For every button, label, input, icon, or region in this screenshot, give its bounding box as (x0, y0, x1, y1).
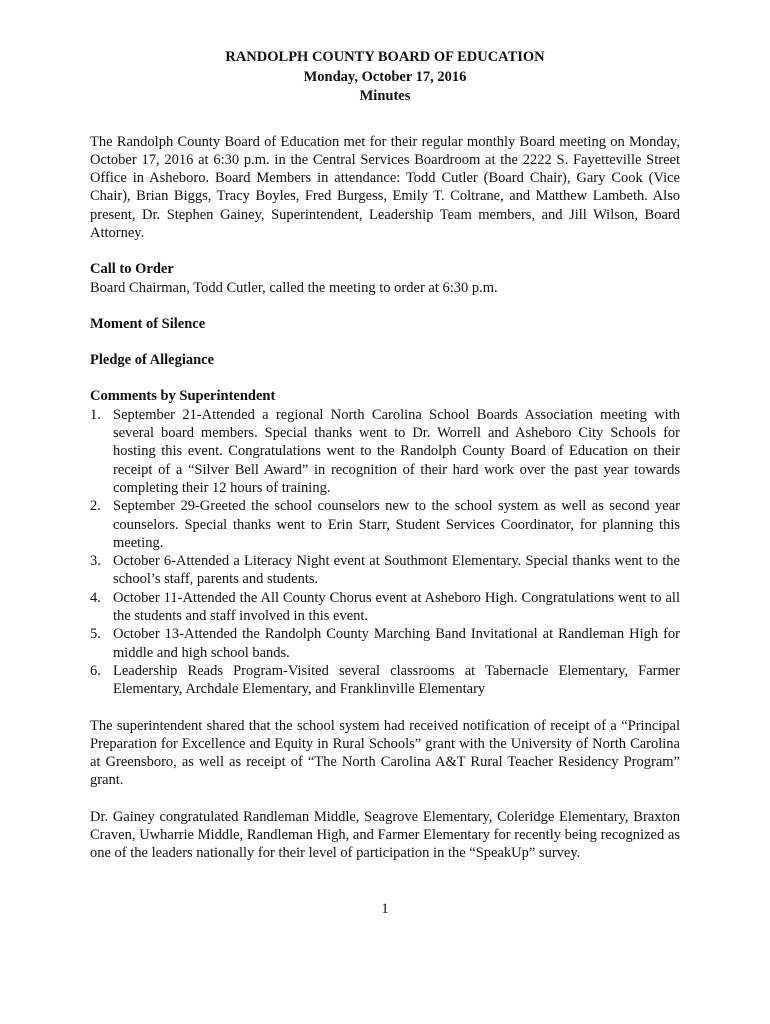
list-item-text: Leadership Reads Program-Visited several classrooms at Tabernacle Elementary, Farmer Elementary, Archdale Elementary, and Franklinville Elementary (113, 662, 680, 698)
moment-of-silence-heading: Moment of Silence (90, 315, 206, 332)
list-item (90, 552, 680, 589)
list-item (90, 406, 680, 497)
meeting-date: Monday, October 17, 2016 (303, 68, 467, 85)
speakup-paragraph: Dr. Gainey congratulated Randleman Middle, Seagrove Elementary, Coleridge Elementary, Braxton Craven, Uwharrie Middle, Randleman High, and Farmer Elementary for recently being recognized as one of the leaders nationally for their level of participation in the “SpeakUp” survey. (90, 808, 680, 862)
call-to-order-section (90, 260, 680, 297)
call-to-order-heading: Call to Order (90, 261, 174, 278)
list-item-text: October 11-Attended the All County Chorus event at Asheboro High. Congratulations went to all the students and staff involved in this event. (113, 589, 680, 625)
list-item (90, 662, 680, 699)
list-item (90, 589, 680, 626)
list-item-text: September 29-Greeted the school counselors new to the school system as well as second year counselors. Special thanks went to Erin Starr, Student Services Coordinator, for planning this meeting. (113, 498, 680, 551)
document-page (90, 48, 680, 881)
pledge-heading: Pledge of Allegiance (90, 352, 215, 369)
organization-title: RANDOLPH COUNTY BOARD OF EDUCATION (225, 49, 545, 65)
document-type: Minutes (359, 88, 411, 104)
pledge-section (90, 351, 680, 369)
page-number: 1 (381, 901, 389, 917)
superintendent-comments-list (90, 406, 680, 699)
list-item-text: October 6-Attended a Literacy Night event at Southmont Elementary. Special thanks went to the school’s staff, parents and students. (113, 553, 680, 588)
call-to-order-text: Board Chairman, Todd Cutler, called the meeting to order at 6:30 p.m. (90, 279, 498, 296)
grant-paragraph: The superintendent shared that the school system had received notification of receipt of a “Principal Preparation for Excellence and Equity in Rural Schools” grant with the University of North Carolina at Greensboro, as well as receipt of “The North Carolina A&T Rural Teacher Residency Program” grant. (90, 717, 680, 789)
list-item (90, 625, 680, 662)
list-item-number: 4. (90, 589, 101, 606)
intro-paragraph: The Randolph County Board of Education met for their regular monthly Board meeting on Monday, October 17, 2016 at 6:30 p.m. in the Central Services Boardroom at the 2222 S. Fayetteville Street Office in Asheboro. Board Members in attendance: Todd Cutler (Board Chair), Gary Cook (Vice Chair), Brian Biggs, Tracy Boyles, Fred Burgess, Emily T. Coltrane, and Matthew Lambeth. Also present, Dr. Stephen Gainey, Superintendent, Leadership Team members, and Jill Wilson, Board Attorney. (90, 133, 680, 241)
list-item-text: October 13-Attended the Randolph County Marching Band Invitational at Randleman High for middle and high school bands. (113, 626, 680, 661)
list-item-number: 2. (90, 498, 101, 515)
list-item-number: 6. (90, 662, 101, 679)
list-item-number: 3. (90, 553, 101, 570)
list-item-number: 1. (90, 406, 101, 423)
moment-of-silence-section (90, 315, 680, 333)
list-item-text: September 21-Attended a regional North Carolina School Boards Association meeting with several board members. Special thanks went to Dr. Worrell and Asheboro City Schools for hosting this event. Congratulations went to the Randolph County Board of Education on their receipt of a “Silver Bell Award” in recognition of their hard work over the past year towards completing their 12 hours of training. (113, 406, 680, 496)
list-item-number: 5. (90, 626, 101, 643)
superintendent-comments-section (90, 387, 680, 698)
document-header (90, 48, 680, 107)
list-item (90, 497, 680, 552)
superintendent-comments-heading: Comments by Superintendent (90, 388, 276, 405)
